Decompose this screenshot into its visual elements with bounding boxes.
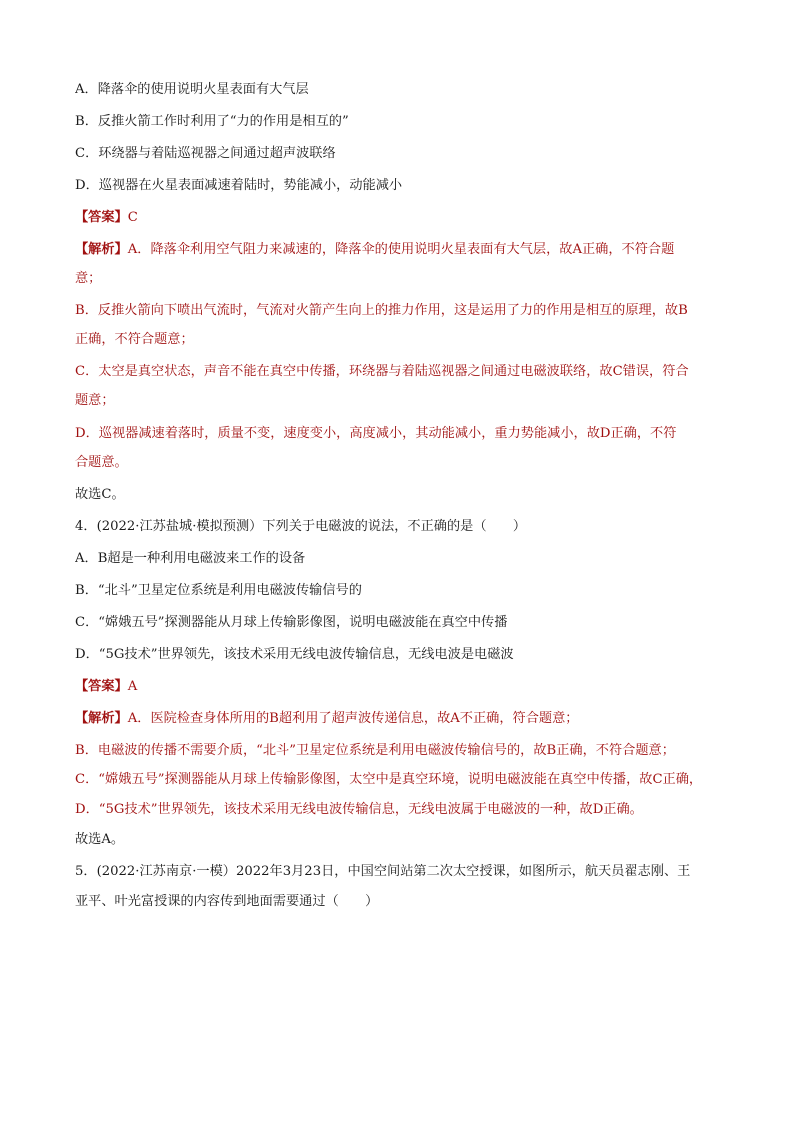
q5-question-line: 亚平、叶光富授课的内容传到地面需要通过（ ） bbox=[75, 894, 379, 909]
q4-analysis-line: C．“嫦娥五号”探测器能从月球上传输影像图，太空中是真空环境，说明电磁波能在真空中传播，故C正确， bbox=[75, 772, 703, 787]
q3-analysis-line: C．太空是真空状态，声音不能在真空中传播，环绕器与着陆巡视器之间通过电磁波联络，故C错误，符合 bbox=[75, 364, 689, 379]
answer-value: C bbox=[127, 210, 138, 225]
q4-option-c: C．“嫦娥五号”探测器能从月球上传输影像图，说明电磁波能在真空中传播 bbox=[75, 615, 508, 630]
q4-option-d: D．“5G技术”世界领先，该技术采用无线电波传输信息，无线电波是电磁波 bbox=[75, 647, 514, 662]
q4-option-b: B．“北斗”卫星定位系统是利用电磁波传输信号的 bbox=[75, 583, 362, 598]
q3-option-d: D．巡视器在火星表面减速着陆时，势能减小，动能减小 bbox=[75, 178, 403, 193]
answer-tag: 【答案】 bbox=[75, 679, 128, 694]
q4-analysis-line bbox=[75, 708, 725, 730]
analysis-text: A．降落伞利用空气阻力来减速的，降落伞的使用说明火星表面有大气层，故A正确，不符合题 bbox=[127, 242, 675, 257]
q3-answer bbox=[75, 207, 725, 229]
answer-value: A bbox=[127, 679, 138, 694]
q5-question-line: 5．(2022·江苏南京·一模）2022年3月23日，中国空间站第二次太空授课，如图所示，航天员翟志刚、王 bbox=[75, 864, 691, 879]
q4-answer bbox=[75, 676, 725, 698]
q3-analysis-line: 题意； bbox=[75, 393, 115, 408]
q3-option-b: B．反推火箭工作时利用了“力的作用是相互的” bbox=[75, 114, 349, 129]
q4-conclusion: 故选A。 bbox=[75, 832, 125, 847]
q3-analysis-line: 意； bbox=[75, 271, 102, 286]
q3-analysis-line: D．巡视器减速着落时，质量不变，速度变小，高度减小，其动能减小，重力势能减小，故D正确，不符 bbox=[75, 426, 677, 441]
q3-option-c: C．环绕器与着陆巡视器之间通过超声波联络 bbox=[75, 146, 336, 161]
q4-option-a: A．B超是一种利用电磁波来工作的设备 bbox=[75, 551, 306, 566]
analysis-tag: 【解析】 bbox=[75, 242, 128, 257]
q4-analysis-line: B．电磁波的传播不需要介质，“北斗”卫星定位系统是利用电磁波传输信号的，故B正确，不符合题意； bbox=[75, 743, 675, 758]
q3-conclusion: 故选C。 bbox=[75, 487, 125, 502]
q3-option-a: A．降落伞的使用说明火星表面有大气层 bbox=[75, 82, 309, 97]
q3-analysis-line: 正确，不符合题意； bbox=[75, 332, 194, 347]
q3-analysis-line: 合题意。 bbox=[75, 455, 128, 470]
answer-tag: 【答案】 bbox=[75, 210, 128, 225]
q3-analysis-line: B．反推火箭向下喷出气流时，气流对火箭产生向上的推力作用，这是运用了力的作用是相互的原理，故B bbox=[75, 303, 688, 318]
analysis-tag: 【解析】 bbox=[75, 711, 128, 726]
q4-question: 4．(2022·江苏盐城·模拟预测）下列关于电磁波的说法，不正确的是（ ） bbox=[75, 519, 527, 534]
analysis-text: A．医院检查身体所用的B超利用了超声波传递信息，故A不正确，符合题意； bbox=[127, 711, 579, 726]
q3-analysis-line bbox=[75, 239, 725, 261]
q4-analysis-line: D．“5G技术”世界领先，该技术采用无线电波传输信息，无线电波属于电磁波的一种，故D正确。 bbox=[75, 802, 643, 817]
